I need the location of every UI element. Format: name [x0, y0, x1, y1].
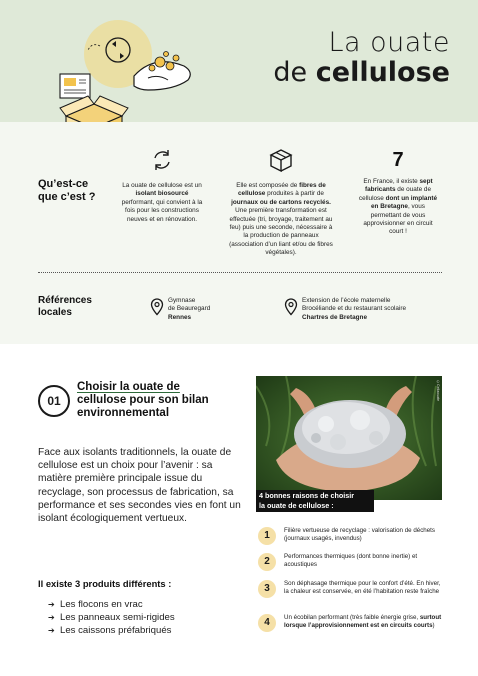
loc2-city: [302, 314, 452, 322]
banner-line-2: la ouate de cellulose :: [259, 501, 334, 510]
references-label: Références locales: [38, 295, 92, 318]
loc1-city: [168, 314, 258, 322]
photo-credit: ©Cellaouate: [436, 380, 440, 402]
col2-text-bold-2: journaux ou de cartons recyclés.: [231, 198, 331, 206]
products-title: Il existe 3 produits différents :: [38, 578, 172, 589]
section-number: 01: [38, 385, 70, 417]
reference-location-1: [168, 297, 258, 322]
reference-location-2: [302, 297, 452, 322]
location-pin-icon: [150, 298, 164, 316]
intro-col-2: [228, 148, 334, 258]
intro-question: Qu’est-ce que c’est ?: [38, 178, 96, 203]
loc2-line-2: Brocéliande et du restaurant scolaire: [302, 305, 407, 313]
list-item: [48, 624, 175, 637]
arrow-right-icon: ➔: [48, 613, 55, 622]
reason-text: [284, 614, 444, 630]
location-pin-icon: [284, 298, 298, 316]
loc2-city-text: Chartres de Bretagne: [302, 313, 367, 321]
section-body: Face aux isolants traditionnels, la ouate de cellulose est un choix pour l’avenir : sa matière première principale issue du recyclage, son processus de fabrication, sa performance et ses secondes vies en font un isolant écologiquement vertueux.: [38, 447, 241, 525]
manufacturer-count: 7: [392, 149, 404, 171]
col3-text-before: En France, il existe: [363, 178, 420, 185]
col1-text-after: performant, qui convient à la fois pour les constructions neuves et en rénovation.: [121, 198, 203, 223]
section-heading: [77, 381, 247, 420]
recycle-arrows-icon: [150, 148, 174, 172]
col2-text-mid: produites à partir de: [265, 190, 324, 198]
arrow-right-icon: ➔: [48, 600, 55, 609]
reasons-banner: [256, 490, 374, 512]
col3-text-bold-2: dont un implanté en Bretagne: [371, 194, 438, 211]
title-line-2: [240, 58, 450, 88]
hands-cellulose-photo: [256, 376, 442, 500]
col3-text-after: , vous permettant de vous approvisionner en circuit court !: [363, 203, 433, 236]
title-line-2-bold: cellulose: [315, 57, 450, 88]
col1-text-before: La ouate de cellulose est un: [122, 182, 202, 189]
col2-text-before: Elle est composée de: [236, 182, 300, 189]
title-line-1: La ouate: [328, 27, 450, 58]
reason-number-badge: 4: [258, 614, 276, 632]
list-item: [48, 598, 175, 611]
col3-text-mid: de ouate de cellulose: [358, 186, 432, 202]
product-label: Les caissons préfabriqués: [60, 625, 172, 636]
reason-text: Filière vertueuse de recyclage : valorisation de déchets (journaux usagés, invendus): [284, 527, 435, 543]
product-label: Les panneaux semi-rigides: [60, 612, 175, 623]
reason-number-badge: 3: [258, 580, 276, 598]
col1-text-bold: isolant biosourcé: [135, 190, 189, 198]
loc2-line-1: Extension de l’école maternelle: [302, 297, 391, 304]
reason-number-badge: 2: [258, 553, 276, 571]
heading-line-1: Choisir la ouate de: [77, 381, 180, 393]
col3-text-bold-1: sept fabricants: [364, 178, 433, 194]
banner-line-1: 4 bonnes raisons de choisir: [259, 491, 355, 500]
reason-4-bold: surtout lorsque l’approvisionnement est en circuits courts: [284, 614, 442, 630]
reason-4-before: Un écobilan performant (très faible énergie grise,: [284, 614, 420, 621]
loc1-city-text: Rennes: [168, 313, 192, 321]
reason-text: Son déphasage thermique pour le confort d’été. En hiver, la chaleur est conservée, en été l’habitation reste fraîche: [284, 580, 441, 596]
intro-col-1: [120, 148, 204, 224]
heading-line-2: cellulose pour son bilan: [77, 394, 209, 406]
list-item: [48, 611, 175, 624]
reason-number-badge: 1: [258, 527, 276, 545]
box-icon: [268, 148, 294, 172]
arrow-right-icon: ➔: [48, 626, 55, 635]
intro-col-3: [356, 148, 440, 237]
reason-text: Performances thermiques (dont bonne inertie) et acoustiques: [284, 553, 418, 569]
title-line-2-prefix: de: [273, 57, 316, 88]
product-label: Les flocons en vrac: [60, 599, 143, 610]
heading-line-3: environnemental: [77, 407, 170, 419]
loc1-line-2: de Beauregard: [168, 305, 211, 313]
reason-4-after: ): [432, 622, 435, 630]
page-title: [240, 28, 450, 88]
loc1-line-1: Gymnase: [168, 297, 196, 304]
section-divider: [38, 272, 442, 273]
col2-text-bold-1: fibres de cellulose: [238, 182, 326, 198]
col2-text-after: Une première transformation est effectuée (tri, broyage, traitement au feu) puis une seconde, nécessaire à la production de panneaux (association d’un liant et/ou de fibres végétales).: [229, 207, 333, 257]
products-list: [48, 598, 175, 637]
